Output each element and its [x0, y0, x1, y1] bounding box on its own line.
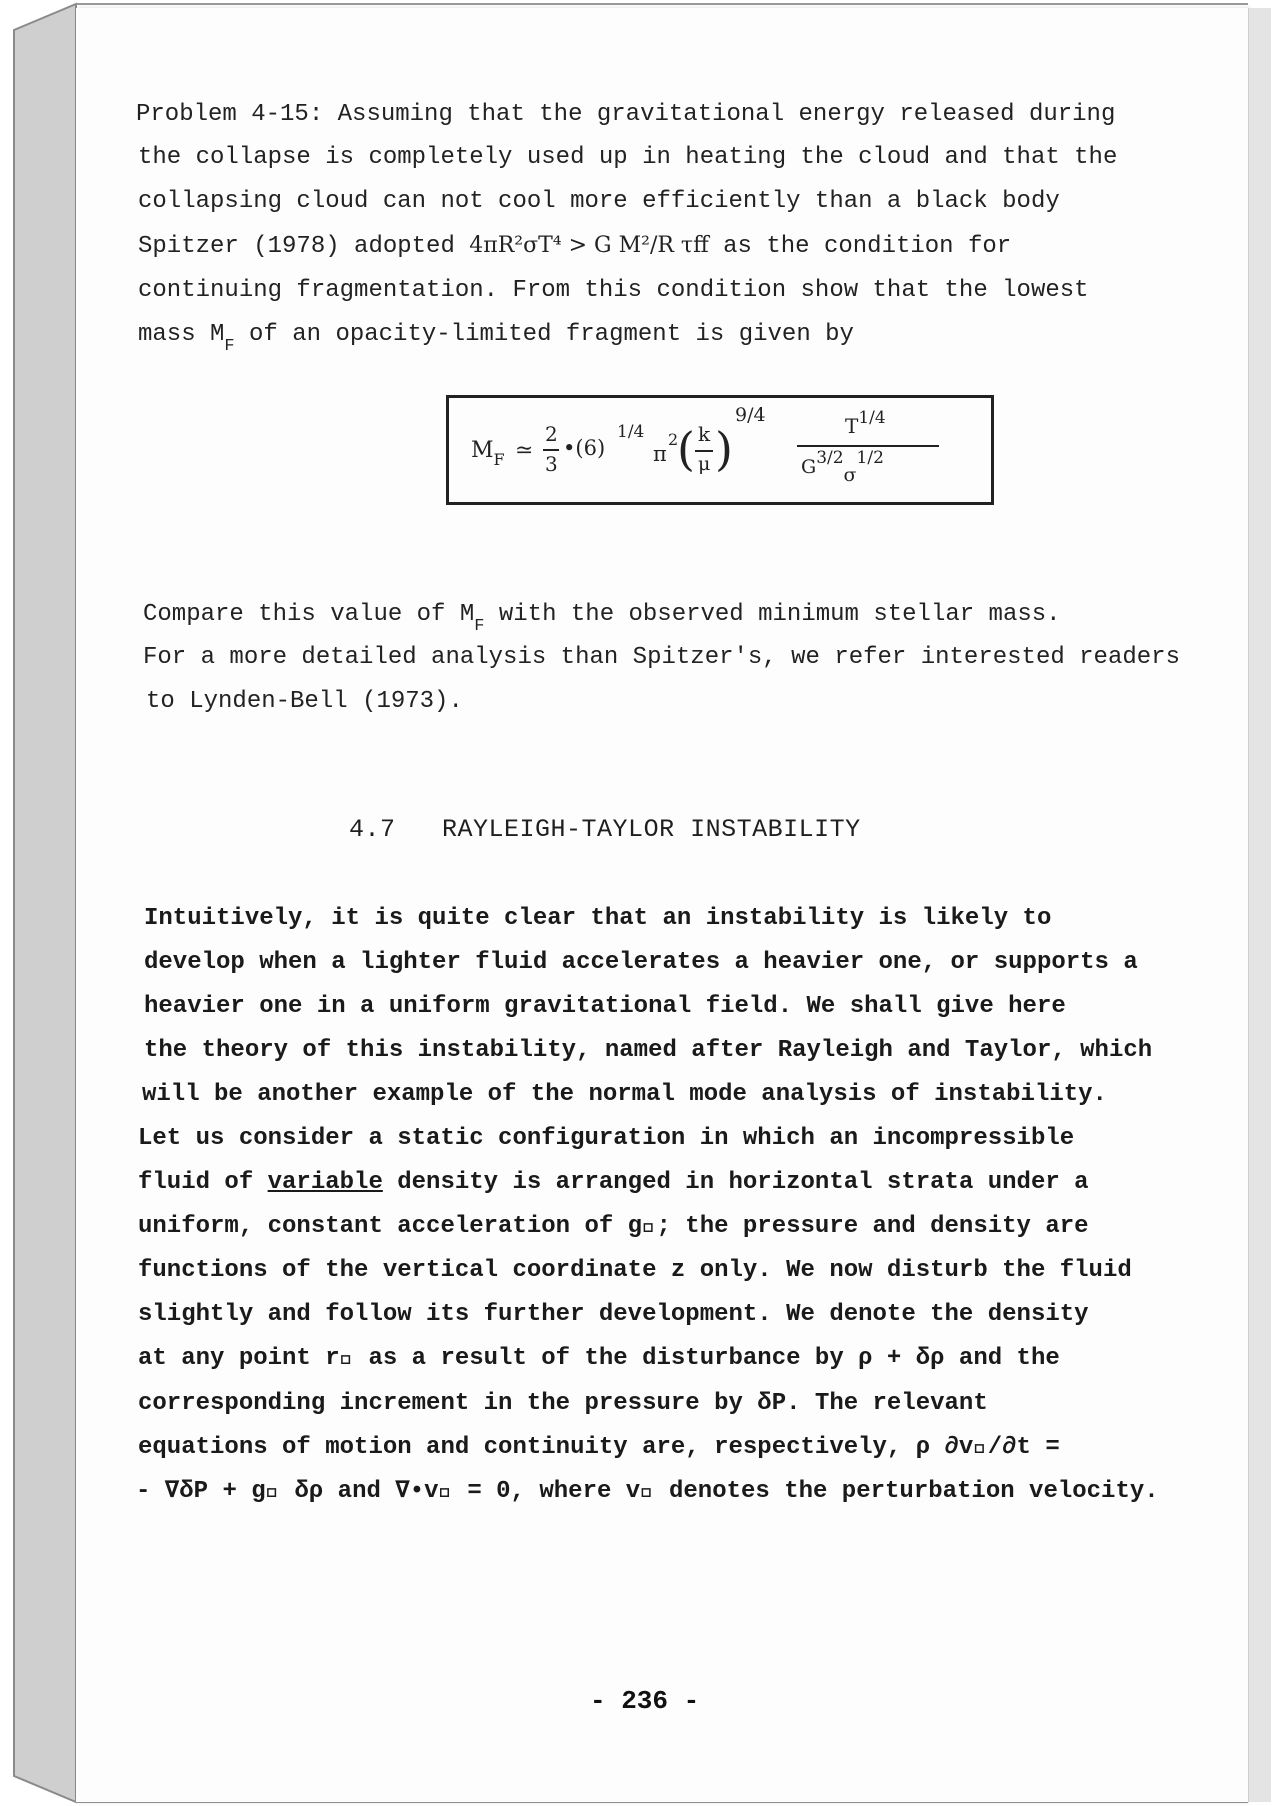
- formula-pi-exp: 2: [668, 430, 679, 449]
- formula-factor: •(6): [563, 436, 606, 460]
- page-right-edge: [1248, 8, 1271, 1802]
- body-p2-line-3: uniform, constant acceleration of g⃗; the pressure and density are: [138, 1213, 1089, 1240]
- formula-frac-den: 3: [545, 452, 558, 476]
- compare-line-1-sub: F: [474, 617, 485, 636]
- problem-line-6-tail: of an opacity-limited fragment is given by: [234, 321, 854, 348]
- formula-denominator: G3/2σ1/2: [801, 448, 884, 486]
- body-p2-line-2-a: fluid of: [138, 1169, 268, 1196]
- formula-approx: ≃: [515, 438, 534, 463]
- compare-line-1-a: Compare this value of M: [143, 601, 475, 628]
- compare-line-1-b: with the observed minimum stellar mass.: [484, 601, 1061, 628]
- problem-line-6: mass $M_F$ of an opacity-limited fragment is given by: [138, 321, 854, 356]
- problem-line-5: continuing fragmentation. From this condition show that the lowest: [138, 277, 1089, 304]
- formula-main-bar: [797, 445, 939, 447]
- body-p2-line-5: slightly and follow its further development. We denote the density: [138, 1301, 1089, 1328]
- formula-factor-exp: 1/4: [617, 422, 645, 442]
- formula-numerator: $T^{1/4}$: [845, 408, 886, 438]
- body-p2-line-7: corresponding increment in the pressure by δP. The relevant: [138, 1390, 988, 1417]
- compare-line-1: [143, 600, 1061, 636]
- body-p2-line-2: [138, 1168, 1089, 1198]
- problem-line-6-text: mass M: [138, 321, 225, 348]
- spitzer-condition-formula: 4πR²σT⁴ > G M²/R τff: [469, 233, 709, 258]
- problem-line-2: the collapse is completely used up in heating the cloud and that the: [138, 144, 1118, 171]
- body-p2-line-9: - ∇δP + g⃗ δρ and ∇•v⃗ = 0, where v⃗ denotes the perturbation velocity.: [136, 1478, 1159, 1505]
- body-p2-line-1: Let us consider a static configuration in which an incompressible: [138, 1125, 1075, 1152]
- body-p1-line-5: will be another example of the normal mode analysis of instability.: [142, 1081, 1107, 1108]
- body-p1-line-3: heavier one in a uniform gravitational field. We shall give here: [144, 993, 1066, 1020]
- formula-paren-open: (: [677, 422, 695, 476]
- problem-line-3: collapsing cloud can not cool more efficiently than a black body: [138, 188, 1060, 215]
- formula-paren-close: ): [715, 422, 733, 476]
- body-p2-line-2-b: density is arranged in horizontal strata under a: [382, 1169, 1089, 1196]
- formula-lhs: $M_F$: [471, 438, 505, 469]
- formula-paren-exp: 9/4: [735, 404, 766, 426]
- page-number: - 236 -: [590, 1686, 700, 1716]
- body-p1-line-4: the theory of this instability, named after Rayleigh and Taylor, which: [144, 1037, 1153, 1064]
- problem-line-4: [138, 231, 1011, 262]
- body-p1-line-2: develop when a lighter fluid accelerates a heavier one, or supports a: [144, 949, 1138, 976]
- formula-kmu-bar: [695, 450, 713, 452]
- formula-frac-bar: [543, 449, 559, 451]
- mass-formula-box: [446, 395, 994, 505]
- compare-line-3: to Lynden-Bell (1973).: [146, 688, 463, 715]
- problem-line-4-tail: as the condition for: [708, 233, 1012, 260]
- problem-line-1: Problem 4-15: Assuming that the gravitational energy released during: [136, 101, 1116, 128]
- compare-line-2: For a more detailed analysis than Spitzer's, we refer interested readers: [143, 644, 1180, 671]
- body-p1-line-1: Intuitively, it is quite clear that an instability is likely to: [144, 905, 1052, 932]
- problem-line-4-text: Spitzer (1978) adopted: [138, 233, 470, 260]
- section-heading: [349, 815, 861, 844]
- body-p2-line-4: functions of the vertical coordinate z only. We now disturb the fluid: [138, 1257, 1132, 1284]
- section-number: 4.7: [349, 815, 396, 844]
- formula-pi: π: [653, 442, 667, 466]
- body-p2-line-6: at any point r⃗ as a result of the disturbance by ρ + δρ and the: [138, 1345, 1060, 1372]
- formula-mu: μ: [698, 453, 711, 475]
- underlined-variable: variable: [267, 1169, 383, 1196]
- formula-frac-num: 2: [545, 422, 558, 446]
- section-title: RAYLEIGH-TAYLOR INSTABILITY: [442, 815, 861, 844]
- formula-k: k: [698, 422, 711, 446]
- body-p2-line-8: equations of motion and continuity are, respectively, ρ ∂v⃗/∂t =: [138, 1434, 1060, 1461]
